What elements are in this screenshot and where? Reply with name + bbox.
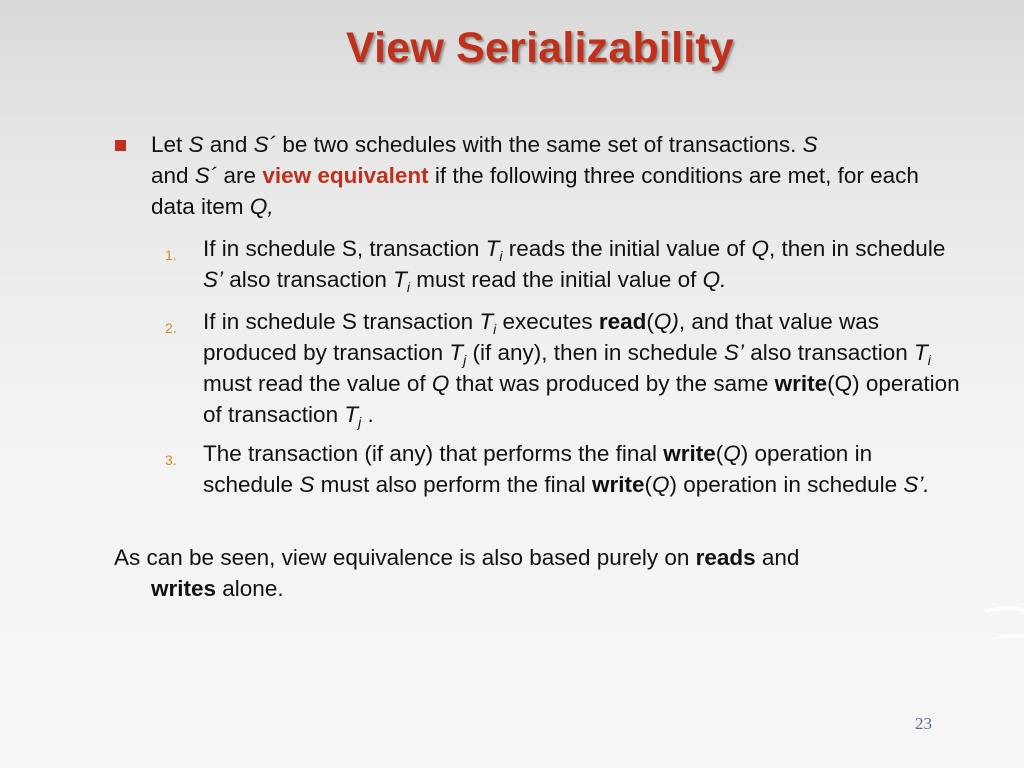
text-run: ( [715, 441, 724, 466]
text-run: executes [496, 309, 599, 334]
math-var: Q [751, 236, 769, 261]
decorative-swoosh [984, 598, 1024, 658]
text-run: As can be seen, view equivalence is also based purely on [114, 545, 696, 570]
write-keyword: write [591, 472, 645, 497]
math-var: T [914, 340, 928, 365]
main-bullet-text [151, 129, 951, 222]
text-run: Let [151, 132, 189, 157]
condition-1-text [203, 233, 963, 295]
condition-2-text [203, 306, 963, 430]
text-run: , then in schedule [768, 236, 946, 261]
text-run: , and that value was produced by transaction [203, 309, 880, 365]
subscript: i [406, 279, 410, 295]
math-var: T [449, 340, 464, 365]
math-var: Q. [702, 267, 727, 292]
math-var: S´ [194, 163, 218, 188]
list-number: 2. [165, 320, 177, 336]
list-number: 1. [165, 247, 177, 263]
text-run: also transaction [743, 340, 915, 365]
math-var: Q [431, 371, 450, 396]
write-keyword: write [774, 371, 828, 396]
math-var: T [344, 402, 359, 427]
text-run: if the following three conditions are met, for each data item [151, 163, 919, 219]
text-run: that was produced by the same [449, 371, 775, 396]
view-equivalent-term: view equivalent [262, 163, 429, 188]
math-var: S [802, 132, 818, 157]
text-run: be two schedules with the same set of transactions. [276, 132, 803, 157]
text-run: reads the initial value of [502, 236, 752, 261]
math-var: Q) [653, 309, 679, 334]
math-var: T [479, 309, 494, 334]
subscript: j [358, 414, 362, 430]
text-run: If in schedule S, transaction [203, 236, 486, 261]
text-run: If in schedule S transaction [203, 309, 480, 334]
write-keyword: write [663, 441, 716, 466]
text-run: . [361, 402, 374, 427]
math-var: S’ [203, 267, 224, 292]
text-run: alone. [216, 576, 284, 601]
math-var: T [393, 267, 407, 292]
text-run: must also perform the final [314, 472, 592, 497]
closing-paragraph [114, 542, 934, 604]
text-run: ( [644, 472, 652, 497]
text-run: and [755, 545, 800, 570]
math-var: Q [651, 472, 670, 497]
math-var: Q [723, 441, 741, 466]
text-run: are [217, 163, 263, 188]
subscript: j [463, 352, 467, 368]
math-var: T [485, 236, 500, 261]
text-run: ) operation in schedule [669, 472, 904, 497]
text-run: also transaction [223, 267, 394, 292]
page-number: 23 [915, 714, 932, 733]
text-run: The transaction (if any) that performs the final [203, 441, 664, 466]
math-var: Q, [249, 194, 274, 219]
subscript: i [493, 321, 497, 337]
text-run: must read the value of [203, 371, 432, 396]
text-run: and [203, 132, 254, 157]
subscript: i [499, 248, 503, 264]
text-run: must read the initial value of [409, 267, 703, 292]
math-var: S’ [723, 340, 744, 365]
list-number: 3. [165, 452, 177, 468]
read-keyword: read [598, 309, 647, 334]
slide-title: View Serializability [346, 24, 734, 72]
bullet-square-icon [115, 140, 126, 151]
math-var: S’. [903, 472, 930, 497]
text-run: (Q) operation of transaction [203, 371, 960, 427]
text-run: ) operation in schedule [203, 441, 873, 497]
subscript: i [927, 352, 931, 368]
math-var: S [299, 472, 315, 497]
text-run: and [151, 163, 195, 188]
text-run: (if any), then in schedule [466, 340, 724, 365]
condition-3-text [203, 438, 963, 500]
reads-keyword: reads [695, 545, 756, 570]
text-run: ( [646, 309, 654, 334]
writes-keyword: writes [151, 576, 217, 601]
math-var: S [188, 132, 204, 157]
math-var: S´ [253, 132, 277, 157]
